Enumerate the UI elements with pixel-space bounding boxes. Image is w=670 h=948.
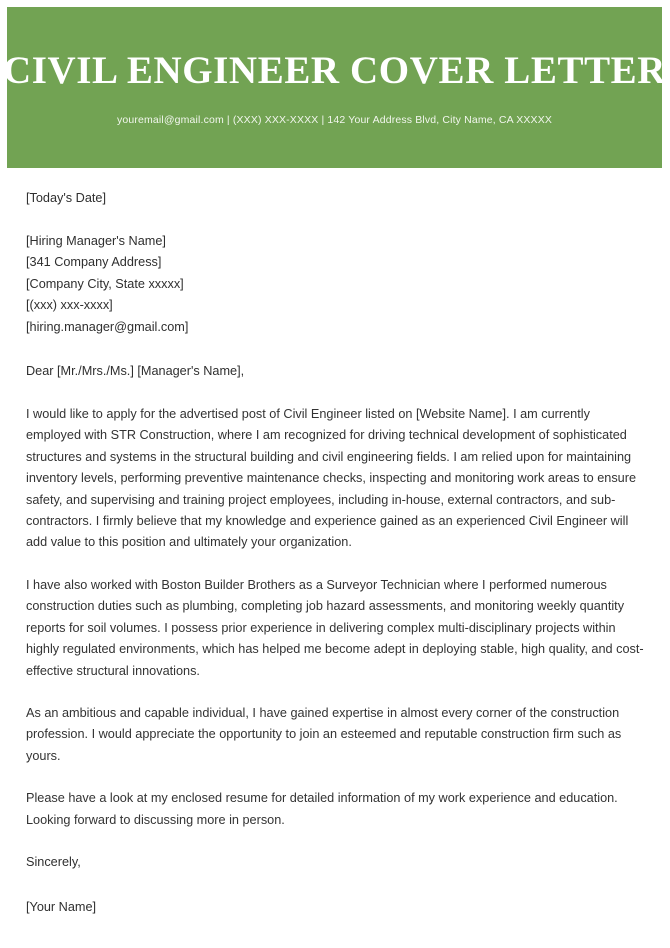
letter-body: [7, 188, 662, 918]
recipient-email: [hiring.manager@gmail.com]: [26, 319, 189, 334]
recipient-street: [341 Company Address]: [26, 255, 162, 270]
signature-name: [Your Name]: [26, 899, 97, 914]
letter-paragraphs: [26, 404, 650, 831]
body-paragraph: I have also worked with Boston Builder Brothers as a Surveyor Technician where I performed numerous construction duties such as plumbing, completing job hazard assessments, and monitoring weekly quantity reports for soil volumes. I possess prior experience in delivering complex multi-disciplinary projects within highly regulated environments, which has helped me become adept in deploying stable, high quality, and cost-effective structural innovations.: [26, 577, 644, 678]
body-paragraph: As an ambitious and capable individual, I have gained expertise in almost every corner of the construction profession. I would appreciate the opportunity to join an esteemed and reputable construction firm such as yours.: [26, 705, 622, 763]
salutation-line: Dear [Mr./Mrs./Ms.] [Manager's Name],: [26, 364, 245, 379]
page-title: CIVIL ENGINEER COVER LETTER: [2, 49, 667, 92]
header-banner: [2, 7, 667, 168]
body-paragraph: Please have a look at my enclosed resume for detailed information of my work experience and education. Looking forward to discussing more in person.: [26, 791, 618, 827]
date-placeholder: [Today's Date]: [26, 191, 106, 205]
closing-line: Sincerely,: [26, 854, 81, 869]
contact-info-line: youremail@gmail.com | (XXX) XXX-XXXX | 142 Your Address Blvd, City Name, CA XXXXX: [116, 113, 552, 126]
recipient-name: [Hiring Manager's Name]: [26, 234, 166, 248]
recipient-city-state-zip: [Company City, State xxxxx]: [26, 276, 184, 291]
body-paragraph: I would like to apply for the advertised post of Civil Engineer listed on [Website Name]. I am currently employed with STR Construction, where I am recognized for driving technical development of sophisticated structures and systems in the structural building and civil engineering fields. I am relied upon for maintaining inventory levels, performing preventive maintenance checks, inspecting and monitoring work areas to ensure safety, and supervising and training project employees, including in-house, external contractors, and sub-contractors. I firmly believe that my knowledge and experience gained as an experienced Civil Engineer will add value to this position and ultimately your organization.: [26, 407, 637, 550]
recipient-address-block: [26, 231, 650, 338]
recipient-phone: [(xxx) xxx-xxxx]: [26, 298, 113, 313]
